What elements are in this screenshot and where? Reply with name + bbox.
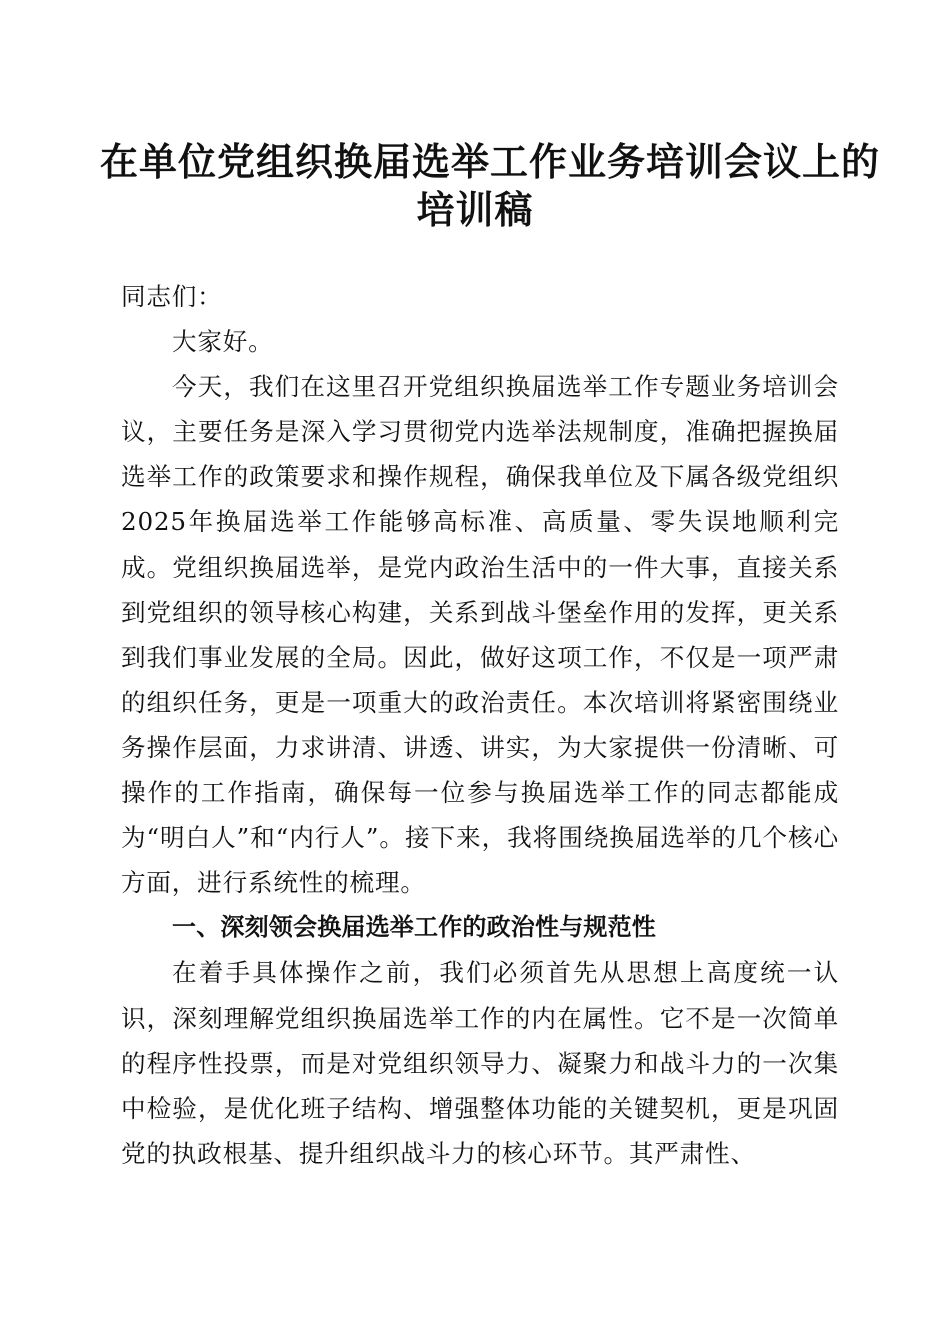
document-title-line1: 在单位党组织换届选举工作业务培训会议上的 (100, 139, 881, 184)
paragraph-intro: 今天，我们在这里召开党组织换届选举工作专题业务培训会议，主要任务是深入学习贯彻党内选举法规制度，准确把握换届选举工作的政策要求和操作规程，确保我单位及下属各级党组织2025年换届选举工作能够高标准、高质量、零失误地顺利完成。党组织换届选举，是党内政治生活中的一件大事，直接关系到党组织的领导核心构建，关系到战斗堡垒作用的发挥，更关系到我们事业发展的全局。因此，做好这项工作，不仅是一项严肃的组织任务，更是一项重大的政治责任。本次培训将紧密围绕业务操作层面，力求讲清、讲透、讲实，为大家提供一份清晰、可操作的工作指南，确保每一位参与换届选举工作的同志都能成为“明白人”和“内行人”。接下来，我将围绕换届选举的几个核心方面，进行系统性的梳理。 (121, 372, 839, 898)
document-body (121, 274, 839, 1176)
salutation: 同志们： (121, 282, 223, 311)
paragraph-section1: 在着手具体操作之前，我们必须首先从思想上高度统一认识，深刻理解党组织换届选举工作的内在属性。它不是一次简单的程序性投票，而是对党组织领导力、凝聚力和战斗力的一次集中检验，是优化班子结构、增强整体功能的关键契机，更是巩固党的执政根基、提升组织战斗力的核心环节。其严肃性、 (121, 958, 839, 1168)
section-heading-1: 一、深刻领会换届选举工作的政治性与规范性 (172, 913, 656, 942)
greeting: 大家好。 (172, 327, 274, 357)
document-title-line2: 培训稿 (416, 187, 534, 232)
